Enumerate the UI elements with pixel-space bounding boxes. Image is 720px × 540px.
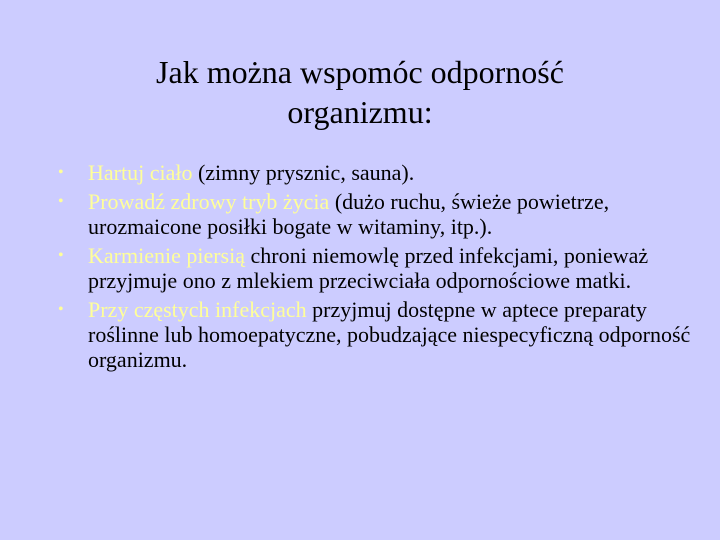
slide-title-line-1: Jak można wspomóc odporność <box>156 54 564 90</box>
bullet-item <box>56 243 696 293</box>
bullet-dot-icon: • <box>58 193 64 210</box>
slide-title <box>60 52 660 132</box>
bullet-dot-icon: • <box>58 247 64 264</box>
bullet-highlight: Karmienie piersią <box>88 243 245 268</box>
bullet-item <box>56 189 696 239</box>
bullet-dot-icon: • <box>58 164 64 181</box>
bullet-highlight: Przy częstych infekcjach <box>88 297 307 322</box>
bullet-list <box>56 160 696 376</box>
bullet-item <box>56 297 696 372</box>
bullet-item <box>56 160 696 185</box>
bullet-highlight: Hartuj ciało <box>88 160 193 185</box>
bullet-text: (dużo ruchu, świeże powietrze, urozmaicone posiłki bogate w witaminy, itp.). <box>88 189 610 239</box>
bullet-text: chroni niemowlę przed infekcjami, ponieważ przyjmuje ono z mlekiem przeciwciała odpornościowe matki. <box>88 243 649 293</box>
bullet-text: przyjmuj dostępne w aptece preparaty roślinne lub homoepatyczne, pobudzające niespecyficzną odporność organizmu. <box>88 297 691 372</box>
bullet-highlight: Prowadź zdrowy tryb życia <box>88 189 330 214</box>
bullet-text: (zimny prysznic, sauna). <box>192 160 415 185</box>
slide-title-line-2: organizmu: <box>287 94 433 130</box>
bullet-dot-icon: • <box>58 301 64 318</box>
